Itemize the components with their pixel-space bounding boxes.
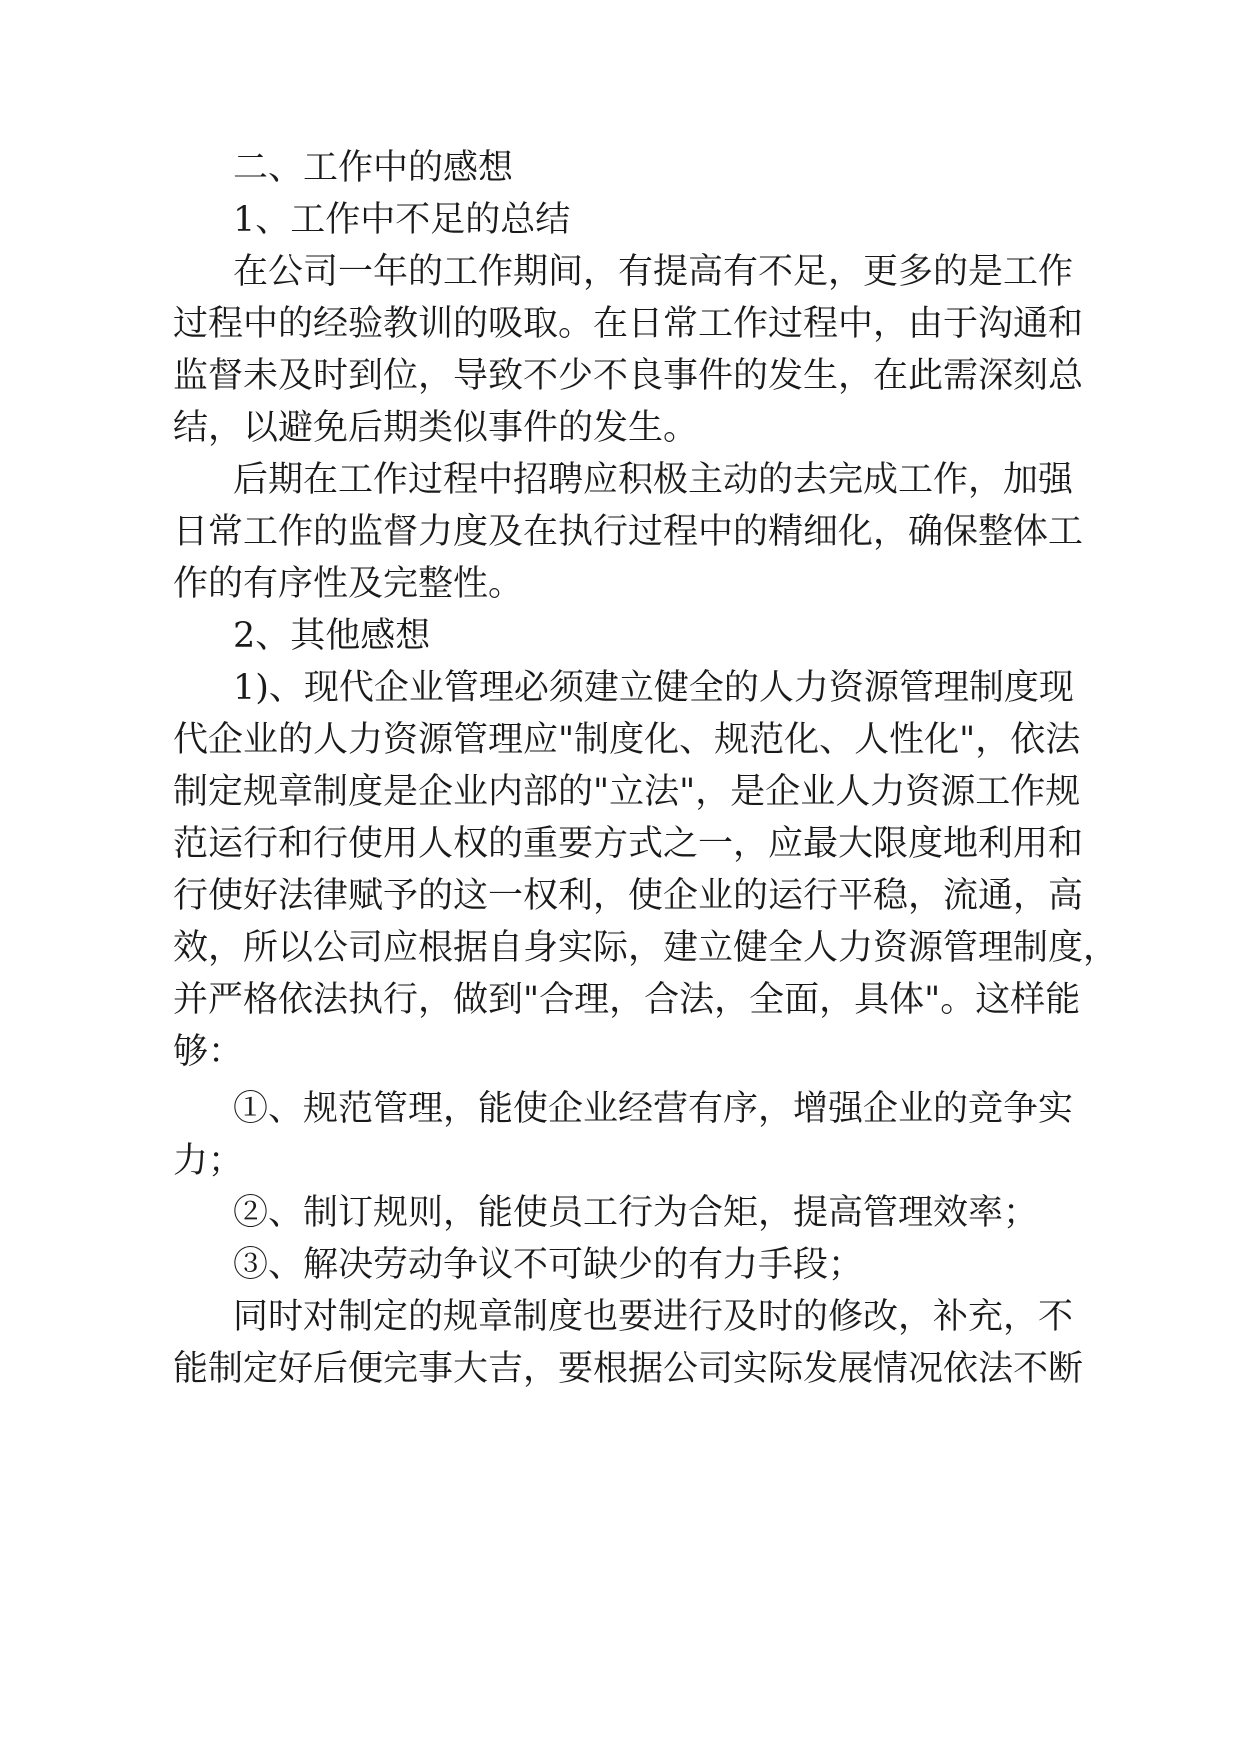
paragraph-line: 后期在工作过程中招聘应积极主动的去完成工作，加强 [233, 460, 1074, 500]
paragraph-line: 日常工作的监督力度及在执行过程中的精细化，确保整体工 [173, 512, 1084, 552]
paragraph-line: 并严格依法执行，做到"合理，合法，全面，具体"。这样能 [173, 980, 1081, 1020]
paragraph-line: 制定规章制度是企业内部的"立法"，是企业人力资源工作规 [173, 772, 1081, 812]
paragraph-line: 过程中的经验教训的吸取。在日常工作过程中，由于沟通和 [173, 304, 1084, 344]
list-item: ②、制订规则，能使员工行为合矩，提高管理效率； [233, 1193, 1039, 1233]
subsection-heading: 1、工作中不足的总结 [233, 200, 571, 240]
paragraph-line: 代企业的人力资源管理应"制度化、规范化、人性化"，依法 [173, 720, 1081, 760]
paragraph-line: 范运行和行使用人权的重要方式之一，应最大限度地利用和 [173, 824, 1084, 864]
paragraph-line: 同时对制定的规章制度也要进行及时的修改，补充，不 [233, 1297, 1074, 1337]
paragraph-line: 能制定好后便完事大吉，要根据公司实际发展情况依法不断 [173, 1349, 1084, 1389]
paragraph-line: 在公司一年的工作期间，有提高有不足，更多的是工作 [233, 252, 1074, 292]
paragraph-line: 效，所以公司应根据自身实际，建立健全人力资源管理制度， [173, 928, 1119, 968]
list-item: ①、规范管理，能使企业经营有序，增强企业的竞争实 [233, 1089, 1074, 1129]
paragraph-line: 行使好法律赋予的这一权利，使企业的运行平稳，流通，高 [173, 876, 1084, 916]
paragraph-line: 够： [173, 1032, 244, 1072]
paragraph-line: 1)、现代企业管理必须建立健全的人力资源管理制度现 [233, 668, 1074, 708]
list-item: ③、解决劳动争议不可缺少的有力手段； [233, 1245, 864, 1285]
paragraph-line: 结，以避免后期类似事件的发生。 [173, 408, 699, 448]
section-heading: 二、工作中的感想 [233, 148, 514, 188]
subsection-heading: 2、其他感想 [233, 616, 431, 656]
paragraph-line: 作的有序性及完整性。 [173, 564, 524, 604]
paragraph-line: 监督未及时到位，导致不少不良事件的发生，在此需深刻总 [173, 356, 1084, 396]
list-item-continuation: 力； [173, 1141, 244, 1181]
